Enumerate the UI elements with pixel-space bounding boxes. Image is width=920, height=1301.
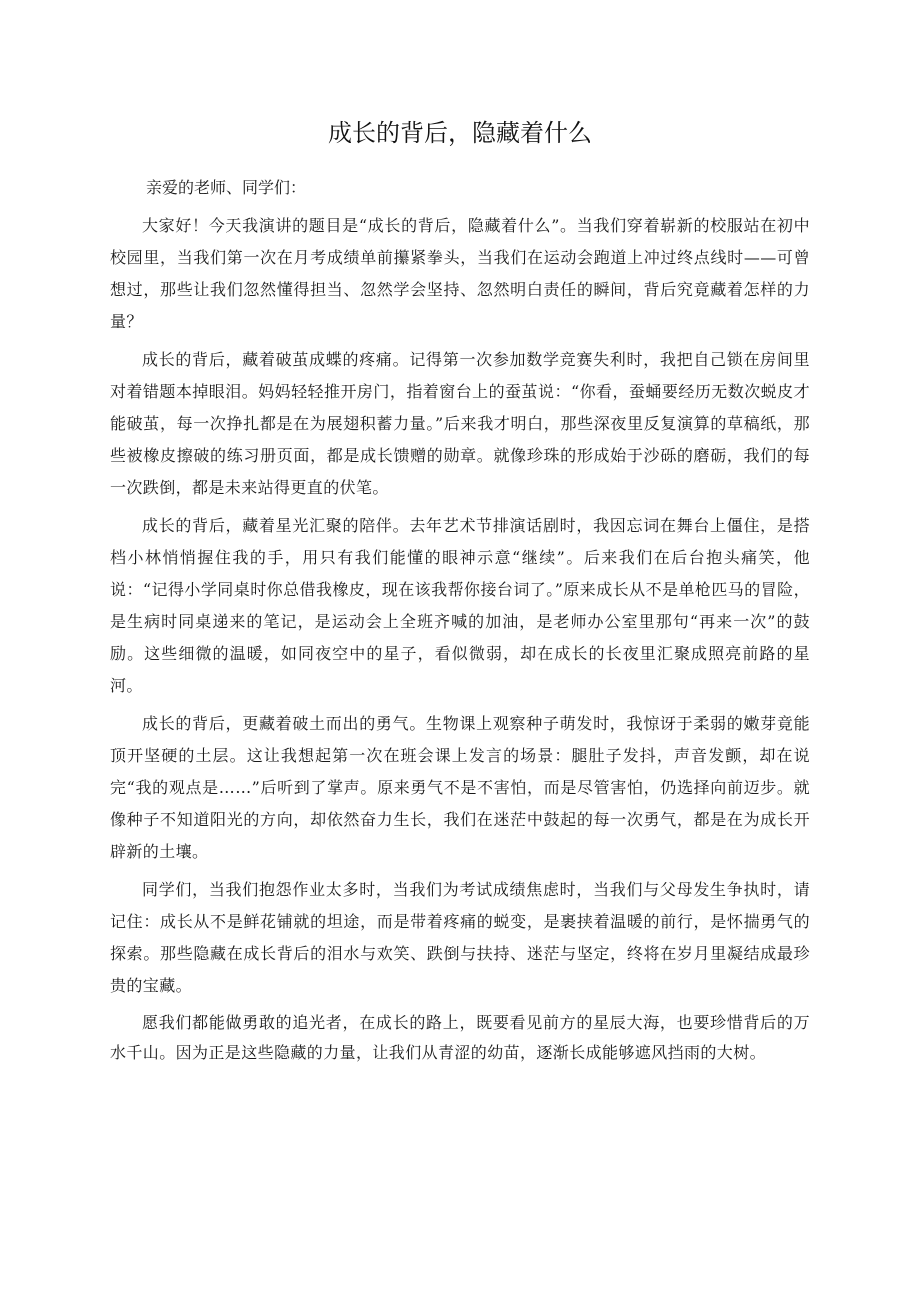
paragraph-pain: 成长的背后，藏着破茧成蝶的疼痛。记得第一次参加数学竞赛失利时，我把自己锁在房间里对着错题本掉眼泪。妈妈轻轻推开房门，指着窗台上的蚕茧说：“你看，蚕蛹要经历无数次蜕皮才能破茧，每一次挣扎都是在为展翅积蓄力量。”后来我才明白，那些深夜里反复演算的草稿纸，那些被橡皮擦破的练习册页面，都是成长馈赠的勋章。就像珍珠的形成始于沙砾的磨砺，我们的每一次跌倒，都是未来站得更直的伏笔。 — [110, 350, 810, 497]
document-title: 成长的背后，隐藏着什么 — [328, 119, 592, 147]
paragraph-courage: 成长的背后，更藏着破土而出的勇气。生物课上观察种子萌发时，我惊讶于柔弱的嫩芽竟能顶开坚硬的土层。这让我想起第一次在班会课上发言的场景：腿肚子发抖，声音发颤，却在说完“我的观点是……”后听到了掌声。原来勇气不是不害怕，而是尽管害怕，仍选择向前迈步。就像种子不知道阳光的方向，却依然奋力生长，我们在迷茫中鼓起的每一次勇气，都是在为成长开辟新的土壤。 — [110, 714, 810, 861]
document-body — [110, 172, 810, 1074]
salutation: 亲爱的老师、同学们： — [146, 178, 307, 197]
paragraph-companionship: 成长的背后，藏着星光汇聚的陪伴。去年艺术节排演话剧时，我因忘词在舞台上僵住，是搭档小林悄悄握住我的手，用只有我们能懂的眼神示意“继续”。后来我们在后台抱头痛笑，他说：“记得小学同桌时你总借我橡皮，现在该我帮你接台词了。”原来成长从不是单枪匹马的冒险，是生病时同桌递来的笔记，是运动会上全班齐喊的加油，是老师办公室里那句“再来一次”的鼓励。这些细微的温暖，如同夜空中的星子，看似微弱，却在成长的长夜里汇聚成照亮前路的星河。 — [110, 516, 810, 695]
paragraph-reminder: 同学们，当我们抱怨作业太多时，当我们为考试成绩焦虑时，当我们与父母发生争执时，请记住：成长从不是鲜花铺就的坦途，而是带着疼痛的蜕变，是裹挟着温暖的前行，是怀揣勇气的探索。那些隐藏在成长背后的泪水与欢笑、跌倒与扶持、迷茫与坚定，终将在岁月里凝结成最珍贵的宝藏。 — [110, 880, 810, 995]
paragraph-closing: 愿我们都能做勇敢的追光者，在成长的路上，既要看见前方的星辰大海，也要珍惜背后的万水千山。因为正是这些隐藏的力量，让我们从青涩的幼苗，逐渐长成能够遮风挡雨的大树。 — [110, 1013, 810, 1062]
paragraph-intro: 大家好！今天我演讲的题目是“成长的背后，隐藏着什么”。当我们穿着崭新的校服站在初中校园里，当我们第一次在月考成绩单前攥紧拳头，当我们在运动会跑道上冲过终点线时——可曾想过，那些让我们忽然懂得担当、忽然学会坚持、忽然明白责任的瞬间，背后究竟藏着怎样的力量？ — [110, 216, 810, 331]
